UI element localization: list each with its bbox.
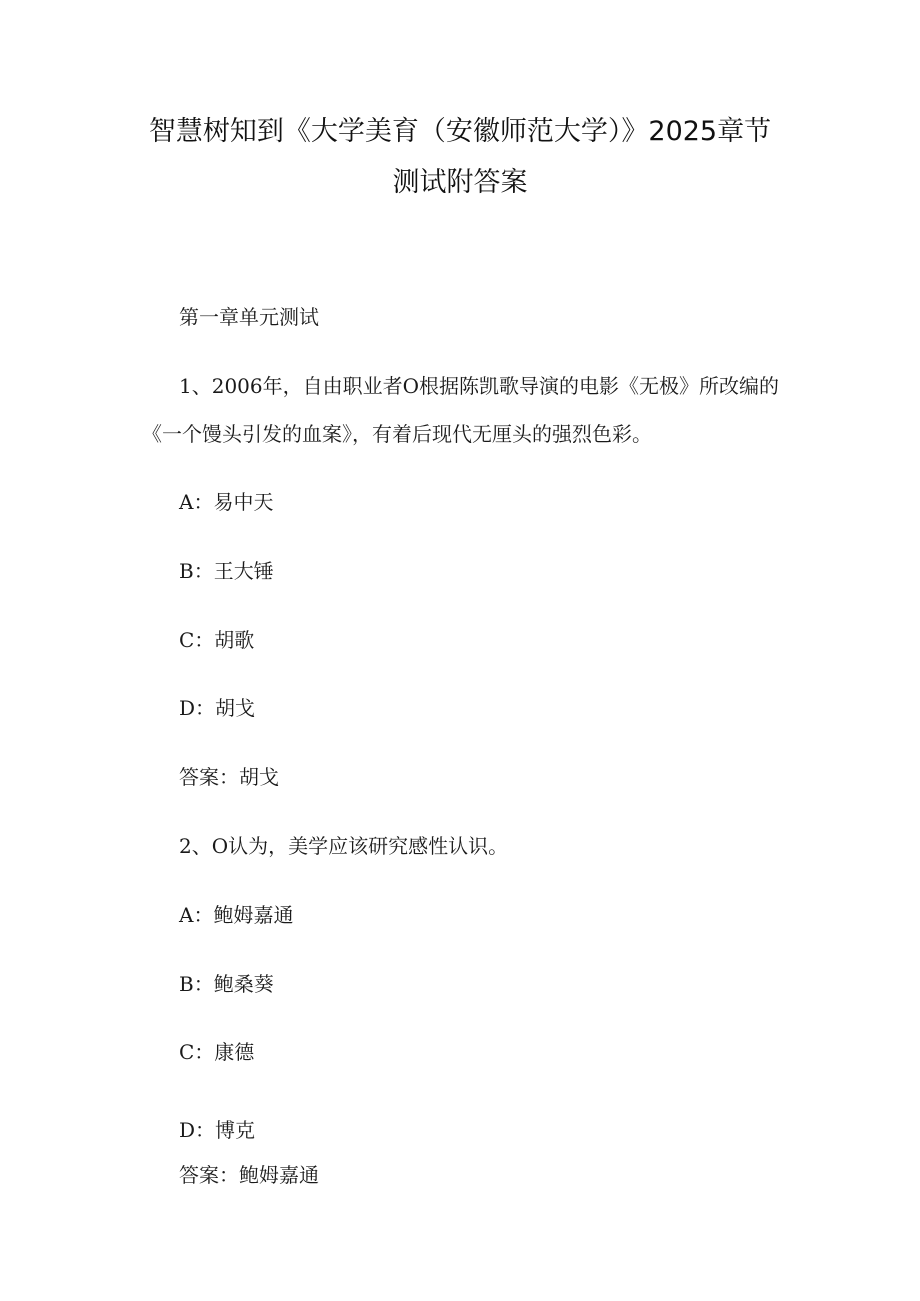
question-2-stem-line-1: 2、O认为，美学应该研究感性认识。 [179, 834, 509, 858]
chapter-heading: 第一章单元测试 [179, 305, 319, 329]
question-1-stem-line-2: 《一个馒头引发的血案》，有着后现代无厘头的强烈色彩。 [142, 422, 652, 446]
question-2-option-d: D：博克 [179, 1118, 256, 1142]
question-1-answer: 答案：胡戈 [179, 765, 279, 789]
question-1-option-a: A：易中天 [179, 490, 274, 514]
document-title-line-1: 智慧树知到《大学美育（安徽师范大学）》2025章节 [148, 116, 772, 147]
question-1-stem-line-1: 1、2006年，自由职业者O根据陈凯歌导演的电影《无极》所改编的 [179, 374, 780, 398]
question-1-option-c: C：胡歌 [179, 628, 255, 652]
question-1-option-b: B：王大锤 [179, 559, 274, 583]
document-title-line-2: 测试附答案 [392, 167, 528, 198]
question-2-option-a: A：鲍姆嘉通 [179, 903, 294, 927]
question-2-answer: 答案：鲍姆嘉通 [179, 1163, 319, 1187]
question-2-option-b: B：鲍桑葵 [179, 972, 274, 996]
question-2-option-c: C：康德 [179, 1040, 255, 1064]
question-1-option-d: D：胡戈 [179, 696, 256, 720]
